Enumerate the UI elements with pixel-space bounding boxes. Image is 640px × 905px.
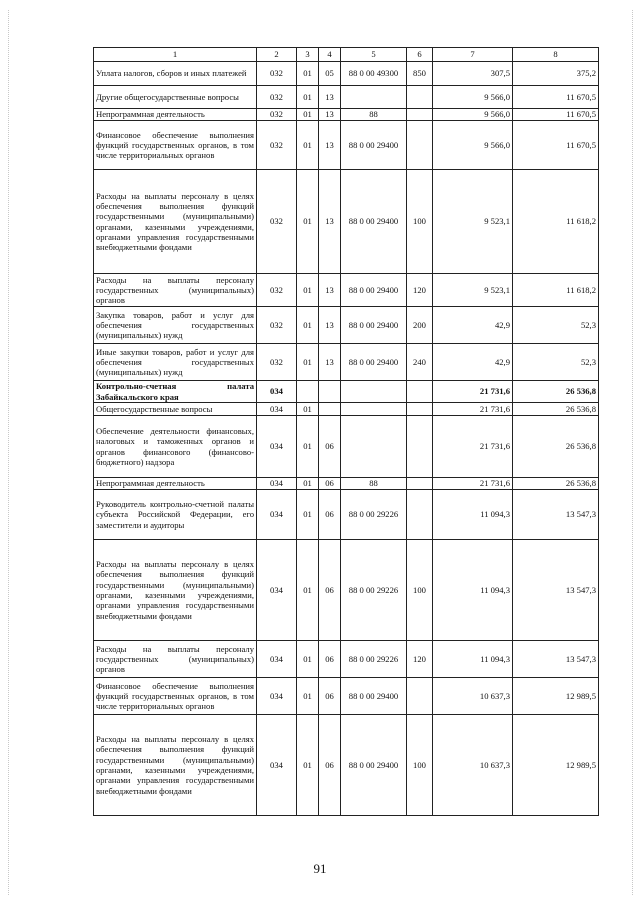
row-subsection-cell: 13 (319, 307, 341, 344)
row-amount-cell: 26 536,8 (513, 416, 599, 478)
row-name-cell: Контрольно-счетная палата Забайкальского края (94, 381, 257, 403)
table-row (94, 416, 599, 478)
row-code-cell: 034 (257, 678, 297, 715)
row-amount-cell: 21 731,6 (433, 403, 513, 416)
row-subsection-cell: 05 (319, 62, 341, 86)
header-cell: 5 (341, 48, 407, 62)
row-amount-cell: 21 731,6 (433, 381, 513, 403)
row-amount-cell: 11 670,5 (513, 121, 599, 170)
row-code-cell: 032 (257, 109, 297, 121)
row-target-item-cell: 88 0 00 29400 (341, 307, 407, 344)
row-amount-cell: 26 536,8 (513, 381, 599, 403)
row-expense-type-cell: 120 (407, 641, 433, 678)
row-expense-type-cell (407, 381, 433, 403)
row-subsection-cell (319, 403, 341, 416)
row-expense-type-cell: 100 (407, 540, 433, 641)
row-section-cell: 01 (297, 86, 319, 109)
row-target-item-cell: 88 0 00 29400 (341, 274, 407, 307)
row-subsection-cell: 06 (319, 715, 341, 816)
row-target-item-cell (341, 416, 407, 478)
row-section-cell: 01 (297, 715, 319, 816)
row-code-cell: 034 (257, 490, 297, 540)
table-row (94, 170, 599, 274)
row-code-cell: 032 (257, 62, 297, 86)
row-code-cell: 032 (257, 121, 297, 170)
row-amount-cell: 12 989,5 (513, 678, 599, 715)
row-code-cell: 034 (257, 478, 297, 490)
row-amount-cell: 52,3 (513, 344, 599, 381)
row-code-cell: 034 (257, 641, 297, 678)
row-amount-cell: 11 094,3 (433, 490, 513, 540)
row-target-item-cell: 88 0 00 49300 (341, 62, 407, 86)
table-row (94, 86, 599, 109)
table-row (94, 715, 599, 816)
row-subsection-cell: 06 (319, 678, 341, 715)
row-expense-type-cell (407, 86, 433, 109)
row-code-cell: 034 (257, 381, 297, 403)
row-amount-cell: 13 547,3 (513, 540, 599, 641)
row-code-cell: 034 (257, 715, 297, 816)
row-name-cell: Финансовое обеспечение выполнения функций государственных органов, в том числе территориальных органов (94, 121, 257, 170)
row-target-item-cell: 88 0 00 29226 (341, 540, 407, 641)
row-amount-cell: 26 536,8 (513, 478, 599, 490)
table-row (94, 274, 599, 307)
row-amount-cell: 11 618,2 (513, 170, 599, 274)
row-section-cell: 01 (297, 62, 319, 86)
row-subsection-cell: 13 (319, 121, 341, 170)
row-expense-type-cell: 120 (407, 274, 433, 307)
row-expense-type-cell: 100 (407, 170, 433, 274)
table-row (94, 62, 599, 86)
scan-edge-right (632, 10, 633, 895)
row-expense-type-cell: 240 (407, 344, 433, 381)
row-subsection-cell: 06 (319, 540, 341, 641)
row-subsection-cell: 06 (319, 641, 341, 678)
row-code-cell: 032 (257, 86, 297, 109)
row-amount-cell: 9 566,0 (433, 109, 513, 121)
row-amount-cell: 42,9 (433, 307, 513, 344)
row-expense-type-cell (407, 490, 433, 540)
row-amount-cell: 11 094,3 (433, 641, 513, 678)
table-row (94, 344, 599, 381)
row-target-item-cell: 88 0 00 29226 (341, 490, 407, 540)
table-row (94, 641, 599, 678)
row-target-item-cell (341, 381, 407, 403)
row-amount-cell: 9 523,1 (433, 274, 513, 307)
page-number: 91 (313, 861, 327, 876)
row-amount-cell: 13 547,3 (513, 490, 599, 540)
row-amount-cell: 52,3 (513, 307, 599, 344)
table-row (94, 403, 599, 416)
row-expense-type-cell (407, 121, 433, 170)
row-code-cell: 034 (257, 403, 297, 416)
row-section-cell: 01 (297, 678, 319, 715)
row-target-item-cell: 88 0 00 29400 (341, 344, 407, 381)
row-subsection-cell: 13 (319, 86, 341, 109)
row-code-cell: 032 (257, 307, 297, 344)
table-row (94, 540, 599, 641)
table-body (94, 62, 599, 816)
row-section-cell: 01 (297, 403, 319, 416)
row-expense-type-cell (407, 403, 433, 416)
row-amount-cell: 12 989,5 (513, 715, 599, 816)
header-cell: 7 (433, 48, 513, 62)
row-expense-type-cell (407, 478, 433, 490)
row-name-cell: Непрограммная деятельность (94, 109, 257, 121)
row-name-cell: Расходы на выплаты персоналу в целях обеспечения выполнения функций государственными (муниципальными) органами, казенными учреждениями, органами управления государственными внебюджетными фондами (94, 715, 257, 816)
row-subsection-cell: 13 (319, 274, 341, 307)
row-expense-type-cell: 200 (407, 307, 433, 344)
table-row (94, 478, 599, 490)
row-code-cell: 034 (257, 416, 297, 478)
row-name-cell: Расходы на выплаты персоналу государственных (муниципальных) органов (94, 641, 257, 678)
row-target-item-cell: 88 0 00 29400 (341, 170, 407, 274)
row-section-cell: 01 (297, 274, 319, 307)
row-subsection-cell: 13 (319, 344, 341, 381)
row-amount-cell: 307,5 (433, 62, 513, 86)
row-section-cell: 01 (297, 540, 319, 641)
row-amount-cell: 42,9 (433, 344, 513, 381)
row-subsection-cell: 06 (319, 416, 341, 478)
row-amount-cell: 11 618,2 (513, 274, 599, 307)
row-code-cell: 034 (257, 540, 297, 641)
budget-table (93, 47, 599, 816)
row-amount-cell: 11 670,5 (513, 109, 599, 121)
table-row (94, 490, 599, 540)
row-target-item-cell: 88 0 00 29226 (341, 641, 407, 678)
row-name-cell: Финансовое обеспечение выполнения функций государственных органов, в том числе территориальных органов (94, 678, 257, 715)
row-section-cell: 01 (297, 170, 319, 274)
row-section-cell: 01 (297, 344, 319, 381)
row-name-cell: Иные закупки товаров, работ и услуг для обеспечения государственных (муниципальных) нужд (94, 344, 257, 381)
row-section-cell: 01 (297, 416, 319, 478)
row-subsection-cell: 06 (319, 478, 341, 490)
table-row (94, 109, 599, 121)
row-expense-type-cell: 850 (407, 62, 433, 86)
row-expense-type-cell (407, 109, 433, 121)
row-amount-cell: 9 523,1 (433, 170, 513, 274)
row-amount-cell: 11 094,3 (433, 540, 513, 641)
row-section-cell: 01 (297, 109, 319, 121)
row-subsection-cell: 13 (319, 170, 341, 274)
row-name-cell: Руководитель контрольно-счетной палаты субъекта Российской Федерации, его заместители и аудиторы (94, 490, 257, 540)
row-name-cell: Другие общегосударственные вопросы (94, 86, 257, 109)
row-expense-type-cell (407, 416, 433, 478)
row-amount-cell: 10 637,3 (433, 678, 513, 715)
row-expense-type-cell: 100 (407, 715, 433, 816)
row-amount-cell: 9 566,0 (433, 121, 513, 170)
row-name-cell: Расходы на выплаты персоналу в целях обеспечения выполнения функций государственными (муниципальными) органами, казенными учреждениями, органами управления государственными внебюджетными фондами (94, 170, 257, 274)
header-cell: 8 (513, 48, 599, 62)
table-row (94, 678, 599, 715)
header-cell: 4 (319, 48, 341, 62)
row-amount-cell: 21 731,6 (433, 478, 513, 490)
header-cell: 1 (94, 48, 257, 62)
row-code-cell: 032 (257, 170, 297, 274)
row-amount-cell: 26 536,8 (513, 403, 599, 416)
row-name-cell: Обеспечение деятельности финансовых, налоговых и таможенных органов и органов финансового (финансово-бюджетного) надзора (94, 416, 257, 478)
row-amount-cell: 21 731,6 (433, 416, 513, 478)
row-name-cell: Общегосударственные вопросы (94, 403, 257, 416)
row-amount-cell: 11 670,5 (513, 86, 599, 109)
row-amount-cell: 375,2 (513, 62, 599, 86)
table-row (94, 307, 599, 344)
row-name-cell: Непрограммная деятельность (94, 478, 257, 490)
row-section-cell: 01 (297, 478, 319, 490)
row-name-cell: Расходы на выплаты персоналу в целях обеспечения выполнения функций государственными (муниципальными) органами, казенными учреждениями, органами управления государственными внебюджетными фондами (94, 540, 257, 641)
row-target-item-cell: 88 0 00 29400 (341, 715, 407, 816)
row-target-item-cell: 88 (341, 109, 407, 121)
header-cell: 2 (257, 48, 297, 62)
row-amount-cell: 10 637,3 (433, 715, 513, 816)
row-target-item-cell (341, 403, 407, 416)
row-subsection-cell: 06 (319, 490, 341, 540)
row-expense-type-cell (407, 678, 433, 715)
row-section-cell: 01 (297, 121, 319, 170)
row-amount-cell: 9 566,0 (433, 86, 513, 109)
row-section-cell: 01 (297, 307, 319, 344)
header-cell: 6 (407, 48, 433, 62)
row-section-cell: 01 (297, 490, 319, 540)
row-name-cell: Закупка товаров, работ и услуг для обеспечения государственных (муниципальных) нужд (94, 307, 257, 344)
row-section-cell (297, 381, 319, 403)
row-subsection-cell (319, 381, 341, 403)
table-header-row (94, 48, 599, 62)
row-section-cell: 01 (297, 641, 319, 678)
row-amount-cell: 13 547,3 (513, 641, 599, 678)
row-code-cell: 032 (257, 344, 297, 381)
row-name-cell: Уплата налогов, сборов и иных платежей (94, 62, 257, 86)
scan-edge-left (8, 10, 9, 895)
row-target-item-cell: 88 (341, 478, 407, 490)
table-row (94, 121, 599, 170)
row-target-item-cell (341, 86, 407, 109)
row-target-item-cell: 88 0 00 29400 (341, 121, 407, 170)
row-target-item-cell: 88 0 00 29400 (341, 678, 407, 715)
row-subsection-cell: 13 (319, 109, 341, 121)
header-cell: 3 (297, 48, 319, 62)
table-row (94, 381, 599, 403)
row-code-cell: 032 (257, 274, 297, 307)
row-name-cell: Расходы на выплаты персоналу государственных (муниципальных) органов (94, 274, 257, 307)
